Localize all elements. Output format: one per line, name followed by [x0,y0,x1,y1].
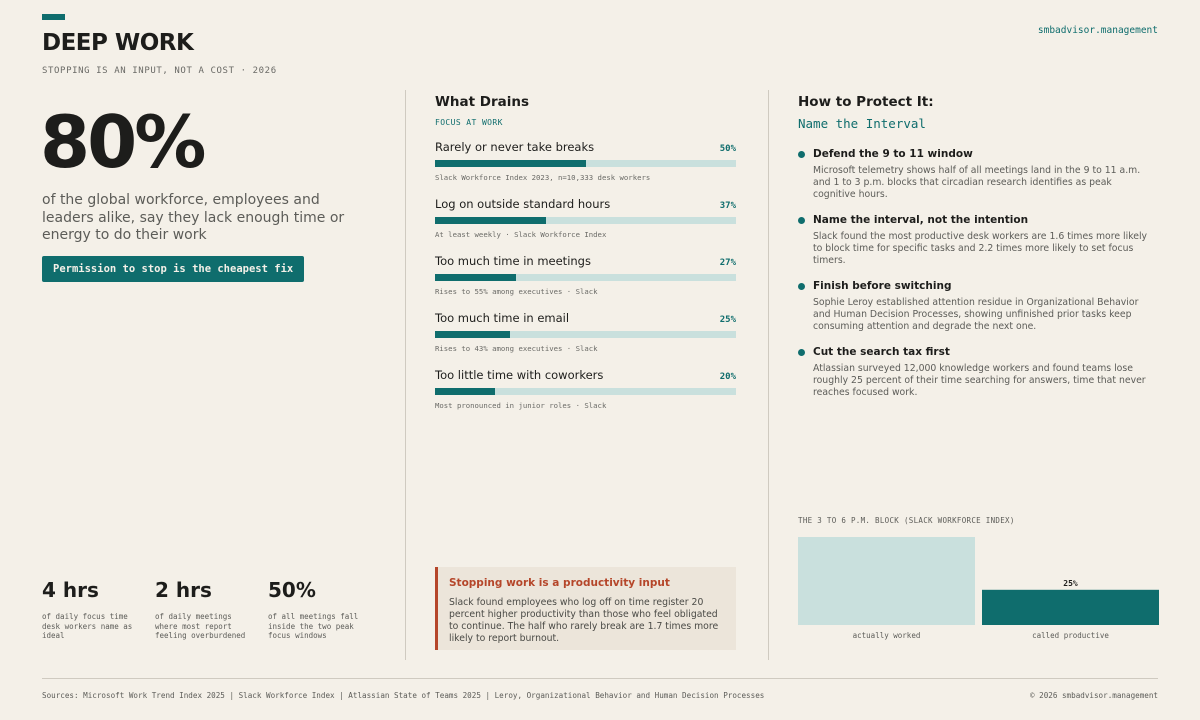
drain-label: Rarely or never take breaks [435,140,595,154]
tip-title: Defend the 9 to 11 window [813,148,973,160]
drain-item [435,254,736,296]
drain-track [435,331,736,338]
chart-category-label: actually worked [852,631,921,640]
bullet-icon [798,349,805,356]
drain-fill [435,274,516,281]
drain-value: 50% [719,144,736,154]
mini-stat [42,578,155,641]
tip-body: Sophie Leroy established attention residue in Organizational Behavior and Human Decision Processes, showing unfinished prior tasks keep consuming attention and degrade the next one. [813,297,1139,332]
drain-label: Too much time in meetings [435,254,591,268]
chart-bar [982,590,1159,625]
chart-data-label: 25% [1063,578,1078,588]
drain-value: 20% [719,372,736,382]
drain-label: Too little time with coworkers [435,368,604,382]
drain-label: Log on outside standard hours [435,197,611,211]
tip-body: Microsoft telemetry shows half of all meetings land in the 9 to 11 a.m. and 1 to 3 p.m. blocks that circadian research identifies as peak cognitive hours. [813,165,1141,200]
callout-title: Stopping work is a productivity input [449,577,670,589]
callout-body: Slack found employees who log off on time register 20 percent higher productivity than those who feel obligated to continue. The half who rarely break are 1.7 times more likely to report burnout. [449,597,719,644]
bullet-icon [798,283,805,290]
tip-body: Atlassian surveyed 12,000 knowledge workers and found teams lose roughly 25 percent of their time searching for answers, time that never reaches focused work. [813,363,1146,398]
cheapest-fix-badge: Permission to stop is the cheapest fix [42,256,304,282]
drain-fill [435,388,495,395]
tip-title: Cut the search tax first [813,346,950,358]
drains-title: What Drains [435,94,530,110]
hero-description: of the global workforce, employees and leaders alike, say they lack enough time or energy to do their work [42,192,345,243]
protect-section [798,94,1158,398]
drain-item [435,140,736,182]
tip-title: Name the interval, not the intention [813,214,1029,226]
accent-bar [42,14,65,20]
drain-value: 37% [719,201,736,211]
drain-label: Too much time in email [435,311,570,325]
mini-stat-value: 2 hrs [155,578,212,602]
column-divider [768,90,769,660]
drain-note: Rises to 55% among executives · Slack [435,287,598,296]
protect-title: How to Protect It: [798,94,934,110]
chart-bar [798,537,975,625]
drain-item [435,197,736,239]
chart-category-label: called productive [1032,631,1109,640]
drain-fill [435,331,510,338]
column-divider [405,90,406,660]
copyright-text: © 2026 smbadvisor.management [1029,691,1158,700]
sources-text: Sources: Microsoft Work Trend Index 2025 | Slack Workforce Index | Atlassian State of Teams 2025 | Leroy, Organizational Behavior and Human Decision Processes [42,691,765,700]
block-chart [798,528,1160,646]
page-title: DEEP WORK [42,30,194,56]
drain-track [435,217,736,224]
drains-label: FOCUS AT WORK [435,118,503,127]
tip-item [798,280,1158,333]
drain-value: 27% [719,258,736,268]
tip-item [798,346,1158,399]
bullet-icon [798,151,805,158]
drain-fill [435,160,586,167]
protect-subtitle: Name the Interval [798,116,926,131]
site-link[interactable]: smbadvisor.management [1037,25,1158,36]
tip-item [798,148,1158,201]
footer-divider [42,678,1158,679]
drain-track [435,388,736,395]
mini-stat-label: of daily focus time desk workers name as ideal [42,612,133,640]
tip-title: Finish before switching [813,280,952,292]
drain-fill [435,217,546,224]
drain-value: 25% [719,315,736,325]
mini-stats [42,578,381,641]
drain-note: Most pronounced in junior roles · Slack [435,401,607,410]
drain-track [435,274,736,281]
drain-item [435,311,736,353]
tip-body: Slack found the most productive desk workers are 1.6 times more likely to block time for specific tasks and 2.2 times more likely to set focus timers. [813,231,1148,266]
drain-note: At least weekly · Slack Workforce Index [435,230,607,239]
drain-note: Rises to 43% among executives · Slack [435,344,598,353]
page-subtitle: STOPPING IS AN INPUT, NOT A COST · 2026 [42,66,277,76]
mini-stat-label: of all meetings fall inside the two peak focus windows [268,612,359,640]
mini-stat [155,578,268,641]
mini-stat-value: 4 hrs [42,578,99,602]
chart-title: THE 3 TO 6 P.M. BLOCK (SLACK WORKFORCE INDEX) [798,516,1015,525]
mini-stat-label: of daily meetings where most report feeling overburdened [155,612,246,640]
drains-section [435,94,736,410]
drain-item [435,368,736,410]
bullet-icon [798,217,805,224]
mini-stat-value: 50% [268,578,316,602]
hero-stat: 80% [40,100,204,184]
mini-stat [268,578,381,641]
productivity-callout [435,567,736,650]
drain-track [435,160,736,167]
tip-item [798,214,1158,267]
drain-note: Slack Workforce Index 2023, n=10,333 desk workers [435,173,651,182]
